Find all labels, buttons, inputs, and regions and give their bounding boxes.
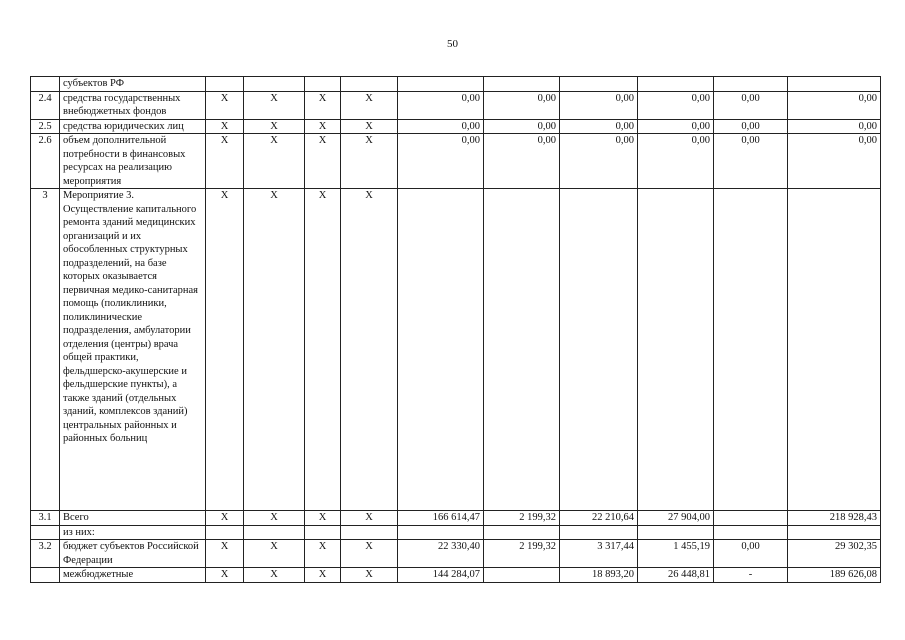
table-row: [31, 134, 881, 189]
value-cell: 0,00: [398, 91, 484, 119]
row-number: 2.4: [31, 91, 60, 119]
row-number: 2.5: [31, 119, 60, 134]
value-cell: [560, 77, 638, 92]
budget-table: [30, 76, 881, 583]
x-mark-cell: Х: [244, 134, 305, 189]
value-cell: [714, 189, 788, 511]
x-mark-cell: Х: [305, 189, 341, 511]
value-cell: 0,00: [714, 91, 788, 119]
row-number: [31, 77, 60, 92]
value-cell: [638, 525, 714, 540]
value-cell: 0,00: [638, 119, 714, 134]
value-cell: 0,00: [398, 119, 484, 134]
x-mark-cell: Х: [206, 568, 244, 583]
value-cell: [788, 77, 881, 92]
table-row: [31, 119, 881, 134]
x-mark-cell: Х: [244, 189, 305, 511]
value-cell: 18 893,20: [560, 568, 638, 583]
value-cell: 2 199,32: [484, 540, 560, 568]
value-cell: 0,00: [560, 91, 638, 119]
x-mark-cell: [341, 525, 398, 540]
row-name: межбюджетные: [60, 568, 206, 583]
x-mark-cell: [341, 77, 398, 92]
value-cell: [398, 525, 484, 540]
row-number: [31, 568, 60, 583]
value-cell: [560, 189, 638, 511]
value-cell: 0,00: [484, 119, 560, 134]
row-name: Всего: [60, 511, 206, 526]
value-cell: [788, 525, 881, 540]
value-cell: 189 626,08: [788, 568, 881, 583]
x-mark-cell: Х: [341, 91, 398, 119]
row-name: средства государственных внебюджетных фондов: [60, 91, 206, 119]
x-mark-cell: Х: [206, 511, 244, 526]
value-cell: 0,00: [788, 91, 881, 119]
x-mark-cell: Х: [341, 568, 398, 583]
x-mark-cell: Х: [341, 134, 398, 189]
x-mark-cell: [305, 77, 341, 92]
table-row: [31, 511, 881, 526]
value-cell: 0,00: [638, 91, 714, 119]
value-cell: [638, 189, 714, 511]
value-cell: [638, 77, 714, 92]
value-cell: [560, 525, 638, 540]
row-name: бюджет субъектов Российской Федерации: [60, 540, 206, 568]
table-row: [31, 525, 881, 540]
x-mark-cell: Х: [305, 91, 341, 119]
table-row: [31, 540, 881, 568]
value-cell: [398, 189, 484, 511]
value-cell: 0,00: [788, 134, 881, 189]
table-row: [31, 77, 881, 92]
value-cell: 27 904,00: [638, 511, 714, 526]
value-cell: 0,00: [560, 119, 638, 134]
row-name: из них:: [60, 525, 206, 540]
value-cell: 0,00: [714, 119, 788, 134]
x-mark-cell: Х: [341, 540, 398, 568]
x-mark-cell: Х: [244, 511, 305, 526]
row-number: 3.1: [31, 511, 60, 526]
value-cell: 0,00: [638, 134, 714, 189]
x-mark-cell: Х: [206, 540, 244, 568]
row-name: объем дополнительной потребности в финансовых ресурсах на реализацию мероприятия: [60, 134, 206, 189]
x-mark-cell: [206, 77, 244, 92]
x-mark-cell: Х: [305, 119, 341, 134]
x-mark-cell: Х: [244, 119, 305, 134]
value-cell: [398, 77, 484, 92]
value-cell: 0,00: [484, 134, 560, 189]
value-cell: 0,00: [714, 134, 788, 189]
value-cell: 22 210,64: [560, 511, 638, 526]
x-mark-cell: [206, 525, 244, 540]
page-number: 50: [447, 38, 458, 50]
x-mark-cell: [305, 525, 341, 540]
row-name: Мероприятие 3. Осуществление капитального ремонта зданий медицинских организаций и их обособленных структурных подразделений, на базе которых оказывается первичная медико-санитарная помощь (поликлиники, поликлинические подразделения, амбулатории отделения (центры) врача общей практики, фельдшерско-акушерские и фельдшерские пункты), а также зданий (отдельных зданий, комплексов зданий) центральных районных и районных больниц: [60, 189, 206, 511]
value-cell: 0,00: [788, 119, 881, 134]
value-cell: [714, 511, 788, 526]
value-cell: 26 448,81: [638, 568, 714, 583]
x-mark-cell: Х: [341, 511, 398, 526]
table-row: [31, 568, 881, 583]
table-row: [31, 91, 881, 119]
x-mark-cell: Х: [206, 134, 244, 189]
x-mark-cell: Х: [244, 91, 305, 119]
x-mark-cell: Х: [305, 540, 341, 568]
value-cell: [484, 189, 560, 511]
value-cell: 22 330,40: [398, 540, 484, 568]
value-cell: 166 614,47: [398, 511, 484, 526]
x-mark-cell: Х: [341, 119, 398, 134]
row-number: 2.6: [31, 134, 60, 189]
value-cell: [484, 568, 560, 583]
table-row: [31, 189, 881, 511]
x-mark-cell: [244, 525, 305, 540]
row-number: [31, 525, 60, 540]
row-number: 3: [31, 189, 60, 511]
value-cell: 0,00: [714, 540, 788, 568]
x-mark-cell: Х: [206, 119, 244, 134]
x-mark-cell: Х: [341, 189, 398, 511]
x-mark-cell: Х: [206, 189, 244, 511]
value-cell: [714, 525, 788, 540]
x-mark-cell: Х: [244, 568, 305, 583]
x-mark-cell: Х: [305, 568, 341, 583]
value-cell: 2 199,32: [484, 511, 560, 526]
value-cell: 0,00: [484, 91, 560, 119]
value-cell: [484, 77, 560, 92]
value-cell: 3 317,44: [560, 540, 638, 568]
value-cell: -: [714, 568, 788, 583]
value-cell: 1 455,19: [638, 540, 714, 568]
x-mark-cell: Х: [244, 540, 305, 568]
x-mark-cell: Х: [206, 91, 244, 119]
value-cell: 29 302,35: [788, 540, 881, 568]
value-cell: [788, 189, 881, 511]
x-mark-cell: Х: [305, 511, 341, 526]
value-cell: [714, 77, 788, 92]
row-number: 3.2: [31, 540, 60, 568]
value-cell: 0,00: [398, 134, 484, 189]
x-mark-cell: [244, 77, 305, 92]
value-cell: 218 928,43: [788, 511, 881, 526]
value-cell: 144 284,07: [398, 568, 484, 583]
value-cell: [484, 525, 560, 540]
row-name: средства юридических лиц: [60, 119, 206, 134]
x-mark-cell: Х: [305, 134, 341, 189]
row-name: субъектов РФ: [60, 77, 206, 92]
value-cell: 0,00: [560, 134, 638, 189]
